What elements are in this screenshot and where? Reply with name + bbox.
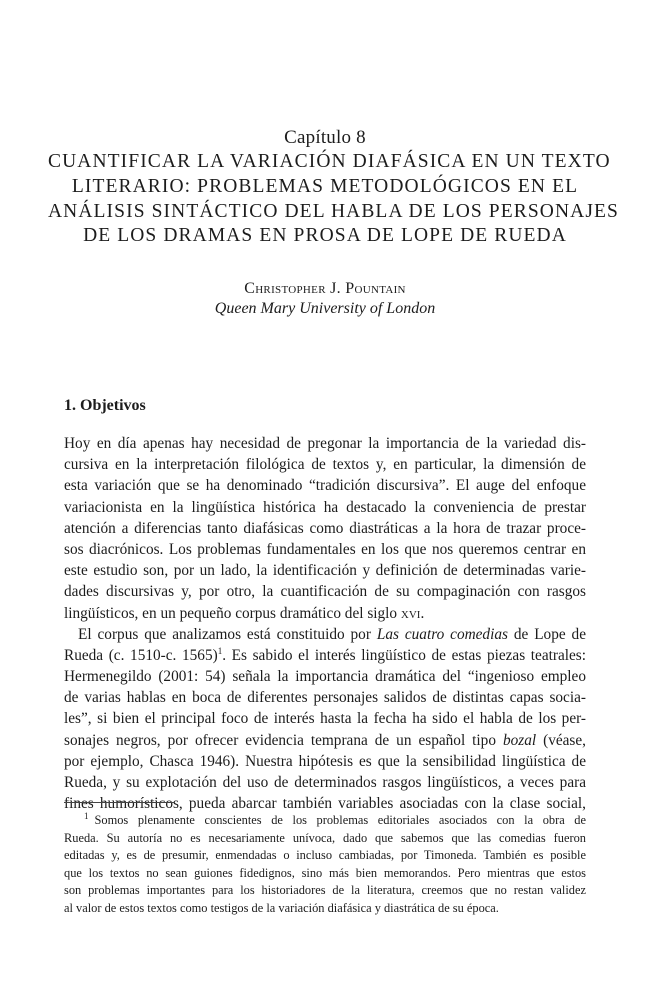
chapter-number: Capítulo 8 [284,127,366,148]
section-heading: 1. Objetivos [64,397,146,414]
footnote-line [64,812,586,830]
body-text-run: Rueda (c. 1510-c. 1565) [64,646,218,664]
chapter-title-line: LITERARIO: PROBLEMAS METODOLÓGICOS EN EL [71,175,579,197]
author-affiliation: Queen Mary University of London [214,300,436,317]
body-line: les”, si bien el principal foco de interés hasta la fecha ha sido el habla de los per- [64,710,586,728]
body-line: cursiva en la interpretación filológica de textos y, en particular, la dimensión de [64,456,586,474]
body-text-run: lingüísticos, en un pequeño corpus dramático del siglo [64,604,401,622]
body-line: Hermenegildo (2001: 54) señala la importancia dramática del “ingenioso empleo [64,668,586,686]
body-line: dades discursivas y, por otro, la cuantificación de su compaginación con rasgos [64,583,586,601]
body-line: Rueda, y su explotación del uso de determinados rasgos lingüísticos, a veces para [64,774,586,791]
footnote-line: Rueda. Su autoría no es necesariamente unívoca, dado que sabemos que las comedias fueron [64,830,586,845]
body-line: sos diacrónicos. Los problemas fundamentales en los que nos queremos centrar en [64,540,586,558]
footnote-reference[interactable]: 1 [217,645,223,656]
body-line [64,645,586,666]
body-line: este estudio son, por un lado, la identificación y definición de determinadas varie- [64,562,586,580]
body-line: fines humorísticos, pueda abarcar también variables asociadas con la clase social, [64,795,586,813]
body-line: variacionista en la lingüística histórica ha destacado la conveniencia de prestar [64,498,586,516]
footnote-text-run: Somos plenamente conscientes de los problemas editoriales asociados con la obra de [94,813,586,827]
footnote-mark: 1 [84,810,89,821]
footnote-divider [64,802,174,803]
body-line: atención a diferencias tanto diafásicas como diastráticas a la hora de trazar proce- [64,519,586,537]
body-line: esta variación que se ha denominado “tradición discursiva”. El auge del enfoque [64,477,586,495]
body-text-run: . Es sabido el interés lingüístico de estas piezas teatrales: [222,646,587,664]
chapter-header [48,126,620,249]
body-line [64,624,586,645]
chapter-title-line: DE LOS DRAMAS EN PROSA DE LOPE DE RUEDA [83,225,567,247]
footnote-line: son problemas importantes para los historiadores de la literatura, creemos que no restan validez [64,883,586,898]
chapter-title-line: ANÁLISIS SINTÁCTICO DEL HABLA DE LOS PERSONAJES [48,200,620,222]
chapter-title-line: CUANTIFICAR LA VARIACIÓN DIAFÁSICA EN UN TEXTO [48,151,611,172]
body-line: de varias hablas en boca de diferentes personajes salidos de distintas capas socia- [64,689,586,707]
body-line [64,603,586,624]
byline [48,279,602,319]
footnote-line: al valor de estos textos como testigos de la variación diafásica y diastrática de su época. [64,900,499,915]
chapter-title [48,150,620,249]
author-name: Christopher J. Pountain [244,280,406,297]
body-line: por ejemplo, Chasca 1946). Nuestra hipótesis es que la sensibilidad lingüística de [64,752,586,770]
body-line: Hoy en día apenas hay necesidad de pregonar la importancia de la variedad dis- [64,435,586,452]
work-title: Las cuatro comedias [376,625,508,643]
footnote-line: editadas y, es de presumir, enmendadas o incluso cambiadas, por Timoneda. También es posible [64,848,586,863]
body-text-run: sonajes negros, por ofrecer evidencia temprana de un español tipo [64,731,503,749]
italic-term: bozal [502,731,537,749]
body-text-run: El corpus que analizamos está constituido por [78,625,377,643]
body-line [64,730,586,751]
body-text-run: de Lope de [507,625,586,643]
century-numeral: xvi [400,604,421,622]
body-text [64,433,586,814]
body-text-run: . [420,604,425,622]
body-text-run: (véase, [536,731,586,749]
footnote [64,812,586,918]
footnote-line: que los textos no sean guiones fidedignos, sino más bien memorandos. Pero mientras que estos [64,865,586,880]
